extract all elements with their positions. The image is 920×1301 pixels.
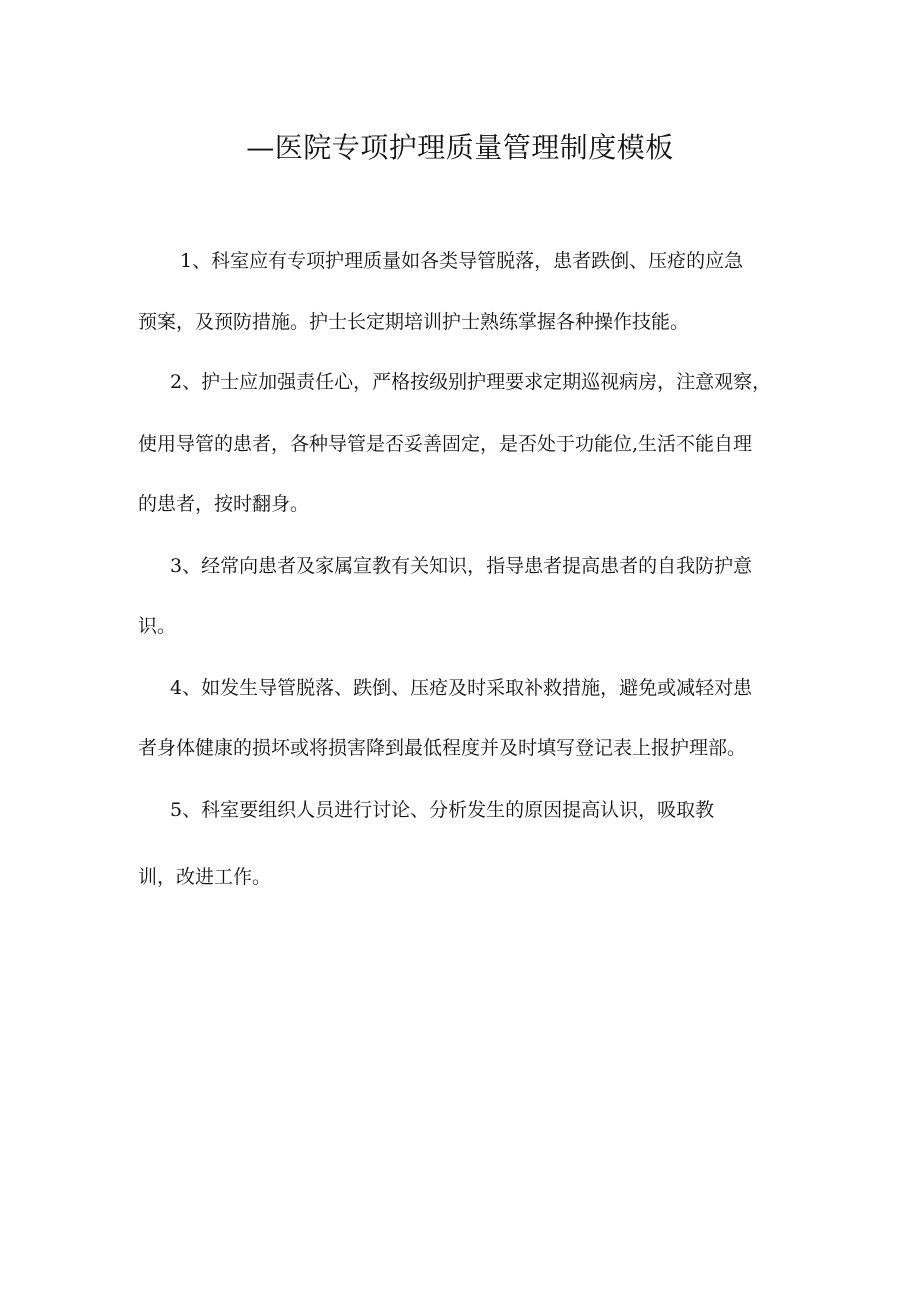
paragraph-3-line-1: 3、经常向患者及家属宣教有关知识，指导患者提高患者的自我防护意 xyxy=(170,555,753,577)
paragraph-2-line-2: 使用导管的患者，各种导管是否妥善固定，是否处于功能位,生活不能自理 xyxy=(138,433,753,455)
paragraph-4-line-2: 者身体健康的损坏或将损害降到最低程度并及时填写登记表上报护理部。 xyxy=(138,737,747,759)
paragraph-1-line-2: 预案，及预防措施。护士长定期培训护士熟练掌握各种操作技能。 xyxy=(138,311,690,333)
paragraph-5-line-1: 5、科室要组织人员进行讨论、分析发生的原因提高认识，吸取教 xyxy=(170,799,715,821)
paragraph-1-line-1: 1、科室应有专项护理质量如各类导管脱落，患者跌倒、压疮的应急 xyxy=(180,250,744,272)
paragraph-2-line-1: 2、护士应加强责任心，严格按级别护理要求定期巡视病房，注意观察， xyxy=(170,371,772,393)
document-title: —医院专项护理质量管理制度模板 xyxy=(246,131,674,164)
paragraph-3-line-2: 识。 xyxy=(138,615,177,637)
paragraph-5-line-2: 训，改进工作。 xyxy=(138,866,272,888)
paragraph-4-line-1: 4、如发生导管脱落、跌倒、压疮及时采取补救措施，避免或减轻对患 xyxy=(170,677,753,699)
paragraph-2-line-3: 的患者，按时翻身。 xyxy=(138,493,310,515)
